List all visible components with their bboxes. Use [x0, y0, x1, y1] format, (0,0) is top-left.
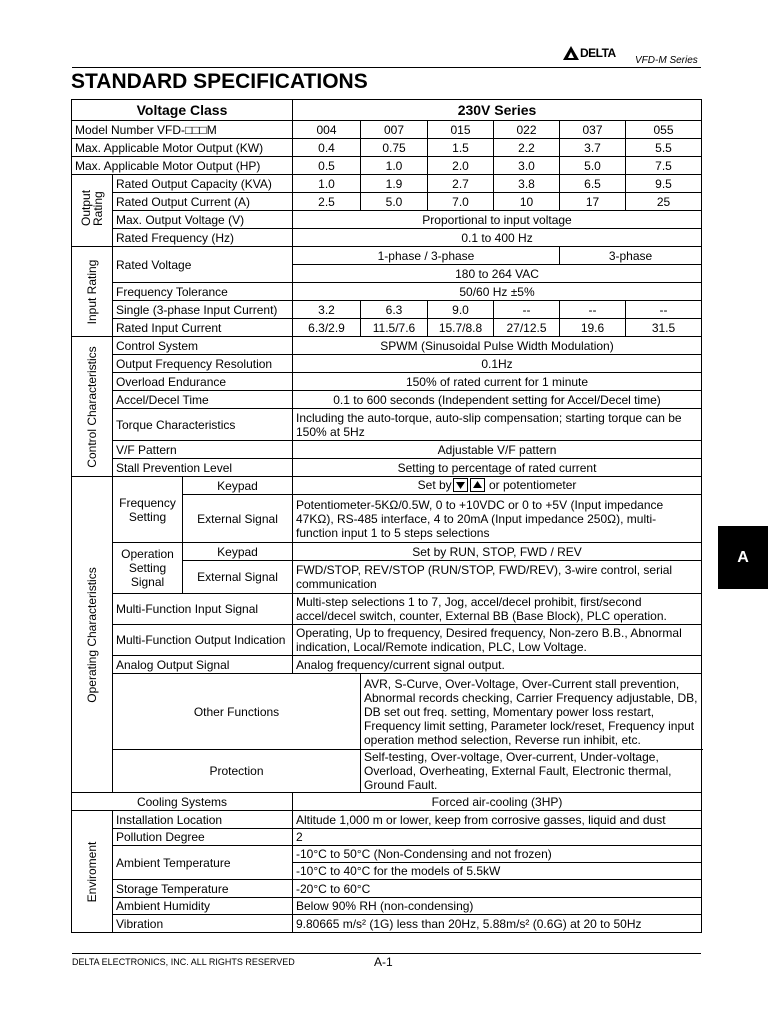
value-cell: 31.5 [626, 319, 702, 337]
value-cell: -- [560, 301, 626, 319]
ambient-temp-row [72, 846, 702, 863]
phase-1-3-value: 1-phase / 3-phase [293, 247, 560, 265]
model-label: Model Number VFD-□□□M [72, 121, 293, 139]
value-cell: 9.5 [626, 175, 702, 193]
series-label: VFD-M Series [635, 55, 698, 66]
vibration-value: 9.80665 m/s² (1G) less than 20Hz, 5.88m/s² (0.6G) at 20 to 50Hz [293, 915, 702, 933]
rated-frequency-label: Rated Frequency (Hz) [113, 229, 293, 247]
protection-row [72, 750, 702, 793]
value-cell: 1.5 [428, 139, 494, 157]
model-cell: 022 [494, 121, 560, 139]
op-external-label: External Signal [183, 561, 293, 594]
pollution-value: 2 [293, 829, 702, 846]
value-cell: 1.0 [361, 157, 428, 175]
control-value: Adjustable V/F pattern [293, 441, 702, 459]
protection-label: Protection [113, 750, 361, 793]
freq-external-value: Potentiometer-5KΩ/0.5W, 0 to +10VDC or 0 to +5V (Input impedance 47KΩ), RS-485 interface, 4 to 20mA (Input impedance 250Ω), multi-function input 1 to 5 steps selections [293, 495, 702, 543]
ambient-temp-label: Ambient Temperature [113, 846, 293, 880]
cooling-value: Forced air-cooling (3HP) [293, 793, 702, 811]
input-current-row [72, 319, 702, 337]
control-row [72, 459, 702, 477]
voltage-range-value: 180 to 264 VAC [293, 265, 702, 283]
model-cell: 037 [560, 121, 626, 139]
output-rating-label: Output Rating [79, 189, 105, 226]
value-cell: 0.75 [361, 139, 428, 157]
brand-name: DELTA [580, 46, 616, 60]
humidity-label: Ambient Humidity [113, 898, 293, 915]
value-cell: 2.2 [494, 139, 560, 157]
value-cell: 5.0 [361, 193, 428, 211]
control-label: Accel/Decel Time [113, 391, 293, 409]
output-current-label: Rated Output Current (A) [113, 193, 293, 211]
control-label: Torque Characteristics [113, 409, 293, 441]
single-phase-label: Single (3-phase Input Current) [113, 301, 293, 319]
operating-category [72, 477, 113, 793]
freq-tolerance-row [72, 283, 702, 301]
value-cell: 3.2 [293, 301, 361, 319]
analog-row [72, 656, 702, 674]
model-cell: 007 [361, 121, 428, 139]
other-functions-value: AVR, S-Curve, Over-Voltage, Over-Current stall prevention, Abnormal records checking, Carrier Frequency adjustable, DB, DB set out freq. setting, Momentary power loss restart, Frequency limit setting, Parameter lock/reset, Frequency input operation method selection, Reverse run inhibit, etc. [361, 674, 702, 750]
output-capacity-row [72, 175, 702, 193]
delta-logo [563, 46, 616, 60]
storage-temp-label: Storage Temperature [113, 880, 293, 898]
value-cell: 15.7/8.8 [428, 319, 494, 337]
model-row [72, 121, 702, 139]
freq-external-label: External Signal [183, 495, 293, 543]
op-keypad-row [72, 543, 702, 561]
control-row [72, 441, 702, 459]
storage-temp-value: -20°C to 60°C [293, 880, 702, 898]
value-cell: 19.6 [560, 319, 626, 337]
value-cell: 11.5/7.6 [361, 319, 428, 337]
mf-output-value: Operating, Up to frequency, Desired frequency, Non-zero B.B., Abnormal indication, Local/Remote indication, PLC, Low Voltage. [293, 625, 702, 656]
value-cell: 6.3/2.9 [293, 319, 361, 337]
model-cell: 055 [626, 121, 702, 139]
appendix-tab[interactable]: A [718, 526, 768, 589]
motor-hp-row [72, 157, 702, 175]
cooling-label: Cooling Systems [72, 793, 293, 811]
value-cell: 1.9 [361, 175, 428, 193]
value-cell: 10 [494, 193, 560, 211]
value-cell: 25 [626, 193, 702, 211]
value-cell: 6.3 [361, 301, 428, 319]
control-value: 150% of rated current for 1 minute [293, 373, 702, 391]
mf-input-label: Multi-Function Input Signal [113, 594, 293, 625]
vibration-label: Vibration [113, 915, 293, 933]
ambient-temp-value-1: -10°C to 50°C (Non-Condensing and not frozen) [293, 846, 702, 863]
motor-kw-label: Max. Applicable Motor Output (KW) [72, 139, 293, 157]
humidity-value: Below 90% RH (non-condensing) [293, 898, 702, 915]
mf-input-value: Multi-step selections 1 to 7, Jog, accel/decel prohibit, first/second accel/decel switch, counter, External BB (Base Block), PLC operation. [293, 594, 702, 625]
output-voltage-value: Proportional to input voltage [293, 211, 702, 229]
output-current-row [72, 193, 702, 211]
value-cell: 3.7 [560, 139, 626, 157]
control-label: Stall Prevention Level [113, 459, 293, 477]
control-category [72, 337, 113, 477]
motor-kw-row [72, 139, 702, 157]
single-phase-row [72, 301, 702, 319]
output-voltage-label: Max. Output Voltage (V) [113, 211, 293, 229]
series-header: 230V Series [293, 100, 702, 121]
control-label: Output Frequency Resolution [113, 355, 293, 373]
down-key-icon [453, 478, 468, 492]
value-cell: 7.0 [428, 193, 494, 211]
value-cell: 0.5 [293, 157, 361, 175]
humidity-row [72, 898, 702, 915]
operating-category-label: Operating Characteristics [85, 566, 99, 703]
installation-value: Altitude 1,000 m or lower, keep from corrosive gasses, liquid and dust [293, 811, 702, 829]
control-value: Setting to percentage of rated current [293, 459, 702, 477]
value-cell: 7.5 [626, 157, 702, 175]
voltage-class-row [72, 100, 702, 121]
model-cell: 004 [293, 121, 361, 139]
freq-tolerance-label: Frequency Tolerance [113, 283, 293, 301]
control-label: V/F Pattern [113, 441, 293, 459]
op-keypad-label: Keypad [183, 543, 293, 561]
environment-category-label: Enviroment [85, 841, 99, 902]
freq-keypad-row [72, 477, 702, 495]
freq-keypad-suffix: or potentiometer [485, 478, 577, 493]
installation-row [72, 811, 702, 829]
freq-keypad-value [293, 477, 702, 495]
value-cell: 2.5 [293, 193, 361, 211]
control-label: Overload Endurance [113, 373, 293, 391]
value-cell: 5.5 [626, 139, 702, 157]
mf-output-row [72, 625, 702, 656]
op-keypad-value: Set by RUN, STOP, FWD / REV [293, 543, 702, 561]
freq-keypad-label: Keypad [183, 477, 293, 495]
pollution-row [72, 829, 702, 846]
rated-frequency-value: 0.1 to 400 Hz [293, 229, 702, 247]
rated-voltage-row [72, 247, 702, 265]
op-external-value: FWD/STOP, REV/STOP (RUN/STOP, FWD/REV), 3-wire control, serial communication [293, 561, 702, 594]
cooling-row [72, 793, 702, 811]
output-capacity-label: Rated Output Capacity (KVA) [113, 175, 293, 193]
footer-rule [72, 953, 701, 954]
output-voltage-row [72, 211, 702, 229]
phase-3-value: 3-phase [560, 247, 702, 265]
footer-copyright: DELTA ELECTRONICS, INC. ALL RIGHTS RESERVED [72, 957, 295, 967]
header-rule [72, 67, 701, 68]
mf-output-label: Multi-Function Output Indication [113, 625, 293, 656]
page-number: A-1 [374, 955, 393, 969]
control-value: 0.1Hz [293, 355, 702, 373]
output-rating-category [72, 175, 113, 247]
freq-setting-label: Frequency Setting [113, 477, 183, 543]
control-label: Control System [113, 337, 293, 355]
op-setting-label: Operation Setting Signal [113, 543, 183, 594]
control-row [72, 355, 702, 373]
other-functions-label: Other Functions [113, 674, 361, 750]
freq-tolerance-value: 50/60 Hz ±5% [293, 283, 702, 301]
value-cell: 2.7 [428, 175, 494, 193]
value-cell: 17 [560, 193, 626, 211]
mf-input-row [72, 594, 702, 625]
input-current-label: Rated Input Current [113, 319, 293, 337]
analog-value: Analog frequency/current signal output. [293, 656, 702, 674]
protection-value: Self-testing, Over-voltage, Over-current, Under-voltage, Overload, Overheating, External Fault, Electronic thermal, Ground Fault. [361, 750, 702, 793]
model-cell: 015 [428, 121, 494, 139]
motor-hp-label: Max. Applicable Motor Output (HP) [72, 157, 293, 175]
value-cell: 1.0 [293, 175, 361, 193]
value-cell: 2.0 [428, 157, 494, 175]
control-row [72, 391, 702, 409]
control-row [72, 337, 702, 355]
value-cell: 3.8 [494, 175, 560, 193]
control-value: 0.1 to 600 seconds (Independent setting for Accel/Decel time) [293, 391, 702, 409]
vibration-row [72, 915, 702, 933]
pollution-label: Pollution Degree [113, 829, 293, 846]
value-cell: 6.5 [560, 175, 626, 193]
environment-category [72, 811, 113, 933]
control-category-label: Control Characteristics [85, 345, 99, 468]
installation-label: Installation Location [113, 811, 293, 829]
value-cell: 27/12.5 [494, 319, 560, 337]
value-cell: -- [626, 301, 702, 319]
spec-table [71, 99, 702, 933]
rated-voltage-label: Rated Voltage [113, 247, 293, 283]
storage-temp-row [72, 880, 702, 898]
control-row [72, 409, 702, 441]
control-value: Including the auto-torque, auto-slip compensation; starting torque can be 150% at 5Hz [293, 409, 702, 441]
ambient-temp-value-2: -10°C to 40°C for the models of 5.5kW [293, 863, 702, 880]
input-rating-category [72, 247, 113, 337]
control-value: SPWM (Sinusoidal Pulse Width Modulation) [293, 337, 702, 355]
freq-keypad-prefix: Set by [417, 478, 452, 493]
value-cell: 3.0 [494, 157, 560, 175]
rated-frequency-row [72, 229, 702, 247]
value-cell: 5.0 [560, 157, 626, 175]
delta-triangle-icon [563, 46, 579, 60]
value-cell: -- [494, 301, 560, 319]
input-rating-label: Input Rating [85, 259, 99, 324]
value-cell: 0.4 [293, 139, 361, 157]
other-functions-row [72, 674, 702, 750]
voltage-class-label: Voltage Class [72, 100, 293, 121]
value-cell: 9.0 [428, 301, 494, 319]
up-key-icon [470, 478, 485, 492]
analog-label: Analog Output Signal [113, 656, 293, 674]
page-title: STANDARD SPECIFICATIONS [71, 70, 368, 93]
control-row [72, 373, 702, 391]
